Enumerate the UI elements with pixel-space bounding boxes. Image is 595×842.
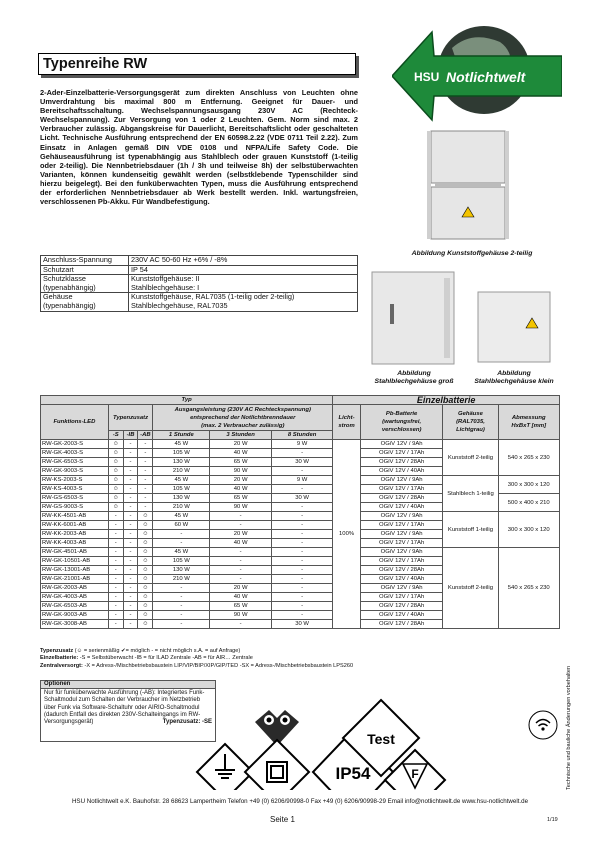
- battery-cell: OGiV 12V / 9Ah: [360, 476, 443, 485]
- power-8h-cell: -: [271, 512, 332, 521]
- power-8h-cell: -: [271, 521, 332, 530]
- power-1h-cell: 105 W: [153, 485, 210, 494]
- legend-line: [40, 648, 560, 655]
- battery-cell: OGiV 12V / 40Ah: [360, 611, 443, 620]
- power-8h-cell: -: [271, 449, 332, 458]
- battery-cell: OGiV 12V / 40Ah: [360, 575, 443, 584]
- suffix-ib-cell: -: [123, 557, 138, 566]
- power-1h-cell: 130 W: [153, 566, 210, 575]
- power-8h-cell: -: [271, 575, 332, 584]
- power-8h-cell: -: [271, 557, 332, 566]
- suffix-ab-cell: ☺: [138, 539, 153, 548]
- power-3h-cell: 65 W: [210, 494, 271, 503]
- spec-row: [41, 293, 358, 311]
- battery-cell: OGiV 12V / 28Ah: [360, 458, 443, 467]
- suffix-ib-cell: -: [123, 611, 138, 620]
- suffix-ab-cell: -: [138, 449, 153, 458]
- legend-line: [40, 655, 560, 662]
- power-8h-cell: -: [271, 593, 332, 602]
- dimension-cell: 540 x 265 x 230: [498, 548, 560, 629]
- suffix-ib-cell: -: [123, 440, 138, 449]
- table-row: [41, 548, 560, 557]
- test-label: Test: [367, 731, 395, 747]
- legend-text: (☺ = serienmäßig ✔= möglich - = nicht möglich s.A. = auf Anfrage): [74, 648, 241, 654]
- power-1h-cell: 105 W: [153, 557, 210, 566]
- power-3h-cell: 90 W: [210, 503, 271, 512]
- options-body: [41, 689, 215, 727]
- spec-row: [41, 256, 358, 266]
- suffix-s-cell: -: [108, 566, 123, 575]
- power-8h-cell: -: [271, 548, 332, 557]
- header-abmessung: Abmessung HxBxT [mm]: [498, 405, 560, 440]
- type-name-cell: RW-GK-3008-AB: [41, 620, 109, 629]
- power-3h-cell: 40 W: [210, 485, 271, 494]
- power-1h-cell: 105 W: [153, 449, 210, 458]
- power-3h-cell: -: [210, 575, 271, 584]
- sub-header-ab: -AB: [138, 431, 153, 440]
- dimension-cell: 500 x 400 x 210: [498, 494, 560, 512]
- power-1h-cell: 60 W: [153, 521, 210, 530]
- sub-header-1h: 1 Stunde: [153, 431, 210, 440]
- hsu-logo: [392, 18, 562, 128]
- legend-label: Typenzusatz: [40, 648, 74, 654]
- suffix-s-cell: ☺: [108, 440, 123, 449]
- suffix-s-cell: ☺: [108, 494, 123, 503]
- battery-cell: OGiV 12V / 9Ah: [360, 530, 443, 539]
- caption-steel-big: Abbildung Stahlblechgehäuse groß: [374, 370, 454, 385]
- power-3h-cell: -: [210, 620, 271, 629]
- suffix-s-cell: -: [108, 521, 123, 530]
- housing-two-part-image: [425, 127, 511, 247]
- product-table: [40, 395, 560, 629]
- power-1h-cell: -: [153, 611, 210, 620]
- type-name-cell: RW-KS-4003-S: [41, 485, 109, 494]
- spec-value: Kunststoffgehäuse: II Stahlblechgehäuse: I: [129, 275, 358, 293]
- suffix-s-cell: -: [108, 539, 123, 548]
- spec-key: Schutzart: [41, 265, 129, 275]
- options-text: Nur für funküberwachte Ausführung (-AB): Integriertes Funk-Schaltmodul zum Schalten der Verbraucher im Netzbetrieb über Funk via Software-Schaltuhr oder AIRIO-Schaltmodul (dadurch Entfall des direkten 230V-Schalteingangs im RW-Versorgungsgerät): [44, 690, 205, 726]
- wireless-icon: [528, 710, 558, 740]
- suffix-ab-cell: ☺: [138, 557, 153, 566]
- caption-two-part: Abbildung Kunststoffgehäuse 2-teilig: [411, 250, 533, 257]
- battery-cell: OGiV 12V / 40Ah: [360, 467, 443, 476]
- type-name-cell: RW-GK-10501-AB: [41, 557, 109, 566]
- table-row: [41, 440, 560, 449]
- suffix-s-cell: ☺: [108, 467, 123, 476]
- battery-cell: OGiV 12V / 17Ah: [360, 521, 443, 530]
- legend-line: [40, 663, 560, 670]
- power-3h-cell: 65 W: [210, 458, 271, 467]
- f-label: F: [411, 767, 419, 781]
- suffix-ab-cell: -: [138, 476, 153, 485]
- suffix-s-cell: -: [108, 602, 123, 611]
- legend: [40, 648, 560, 670]
- legend-label: Einzelbatterie:: [40, 655, 79, 662]
- power-1h-cell: -: [153, 593, 210, 602]
- battery-cell: OGiV 12V / 28Ah: [360, 602, 443, 611]
- dimension-cell: 300 x 300 x 120: [498, 476, 560, 494]
- power-8h-cell: -: [271, 485, 332, 494]
- power-1h-cell: -: [153, 539, 210, 548]
- suffix-ib-cell: -: [123, 566, 138, 575]
- suffix-s-cell: ☺: [108, 458, 123, 467]
- suffix-ab-cell: -: [138, 485, 153, 494]
- suffix-s-cell: -: [108, 530, 123, 539]
- power-3h-cell: 20 W: [210, 440, 271, 449]
- type-name-cell: RW-KK-6001-AB: [41, 521, 109, 530]
- battery-cell: OGiV 12V / 17Ah: [360, 539, 443, 548]
- header-funktions-led: Funktions-LED: [41, 405, 109, 440]
- spec-value: Kunststoffgehäuse, RAL7035 (1-teilig oder 2-teilig) Stahlblechgehäuse, RAL7035: [129, 293, 358, 311]
- power-3h-cell: 20 W: [210, 476, 271, 485]
- suffix-ib-cell: -: [123, 620, 138, 629]
- suffix-ab-cell: ☺: [138, 512, 153, 521]
- power-1h-cell: 45 W: [153, 548, 210, 557]
- type-name-cell: RW-KK-4003-AB: [41, 539, 109, 548]
- type-name-cell: RW-GK-6503-S: [41, 458, 109, 467]
- options-suffix: Typenzusatz: -SE: [162, 719, 212, 726]
- suffix-ib-cell: -: [123, 521, 138, 530]
- power-1h-cell: 210 W: [153, 467, 210, 476]
- caption-steel-small: Abbildung Stahlblechgehäuse klein: [474, 370, 554, 385]
- power-8h-cell: -: [271, 539, 332, 548]
- power-1h-cell: -: [153, 530, 210, 539]
- suffix-ab-cell: -: [138, 467, 153, 476]
- spec-value: 230V AC 50-60 Hz +6% / -8%: [129, 256, 358, 266]
- intro-text: 2-Ader-Einzelbatterie-Versorgungsgerät zum direkten Anschluss von Leuchten ohne Umverdrahtung bis maximal 800 m Entfernung. Geeignet für Dauer- und Bereitschaftsschaltung. Wechselspannungsausgang 230V AC (Rechteck-Wechselspannung). Zur Versorgung von 1 oder 2 Leuchten. Gem. Norm sind max. 2 Verbraucher zulässig. Abgangskreise für Dauerlicht, Bereitschaftslicht oder geschalteten Licht. Technische Ausführung entsprechend der EN 60598.2.22 (VDE 0711 Teil 2.22). Zum Einsatz in Anlagen gemäß DIN VDE 0108 und NFPA/Life Safety Code. Die Gehäuseausführung ist typenabhängig aus Stahlblech oder grauen Kunststoff (1-teilig oder 2-teilig). Die Nennbetriebsdauer (1h / 3h und teilweise 8h) der selbstüberwachten Varianten, können kundenseitig gewählt werden (selbstklebende Typenschilder sind hierzu beigelegt). Bei den funküberwachten Typen, muss die Ausführung entsprechend der erforderlichen Nennbetriebsdauer ab Werk bestellt werden. Inkl. wartungsfreien, verschlossenen Pb-Akku. Für Wandbefestigung.: [40, 88, 358, 207]
- suffix-ab-cell: -: [138, 458, 153, 467]
- suffix-ab-cell: ☺: [138, 548, 153, 557]
- type-name-cell: RW-GK-4003-AB: [41, 593, 109, 602]
- power-8h-cell: -: [271, 530, 332, 539]
- type-name-cell: RW-GK-13001-AB: [41, 566, 109, 575]
- power-3h-cell: -: [210, 512, 271, 521]
- spec-row: [41, 275, 358, 293]
- suffix-s-cell: -: [108, 593, 123, 602]
- battery-cell: OGiV 12V / 17Ah: [360, 593, 443, 602]
- power-3h-cell: 40 W: [210, 539, 271, 548]
- suffix-ab-cell: -: [138, 494, 153, 503]
- steel-big-image: [368, 268, 460, 368]
- header-typ: Typ: [41, 396, 333, 405]
- power-1h-cell: -: [153, 584, 210, 593]
- page-title: Typenreihe RW: [38, 53, 356, 75]
- suffix-s-cell: ☺: [108, 485, 123, 494]
- housing-cell: Stahlblech 1-teilig: [443, 476, 498, 512]
- battery-cell: OGiV 12V / 17Ah: [360, 485, 443, 494]
- suffix-ab-cell: ☺: [138, 602, 153, 611]
- spec-row: [41, 265, 358, 275]
- battery-cell: OGiV 12V / 9Ah: [360, 440, 443, 449]
- housing-cell: Kunststoff 1-teilig: [443, 512, 498, 548]
- suffix-ab-cell: ☺: [138, 584, 153, 593]
- power-1h-cell: 45 W: [153, 476, 210, 485]
- type-name-cell: RW-GS-6503-S: [41, 494, 109, 503]
- power-1h-cell: 130 W: [153, 458, 210, 467]
- certification-badges: [195, 690, 455, 790]
- power-8h-cell: -: [271, 566, 332, 575]
- power-8h-cell: -: [271, 584, 332, 593]
- type-name-cell: RW-GK-21001-AB: [41, 575, 109, 584]
- suffix-ab-cell: -: [138, 503, 153, 512]
- suffix-ib-cell: -: [123, 485, 138, 494]
- housing-cell: Kunststoff 2-teilig: [443, 440, 498, 476]
- type-name-cell: RW-KK-4501-AB: [41, 512, 109, 521]
- power-3h-cell: -: [210, 557, 271, 566]
- power-8h-cell: -: [271, 611, 332, 620]
- power-8h-cell: -: [271, 503, 332, 512]
- suffix-ib-cell: -: [123, 512, 138, 521]
- type-name-cell: RW-GK-9003-S: [41, 467, 109, 476]
- vertical-note: Technische und bauliche Änderungen vorbehalten: [566, 665, 572, 790]
- power-1h-cell: 130 W: [153, 494, 210, 503]
- power-8h-cell: 9 W: [271, 440, 332, 449]
- battery-cell: OGiV 12V / 28Ah: [360, 566, 443, 575]
- footer-address: HSU Notlichtwelt e.K. Bauhofstr. 28 68623 Lampertheim Telefon +49 (0) 6206/90998-0 Fax +49 (0) 6206/90998-29 Email info@notlichtwelt.de www.hsu-notlichtwelt.de: [71, 798, 529, 805]
- sub-header-ib: -IB: [123, 431, 138, 440]
- header-gehaeuse: Gehäuse (RAL7035, Lichtgrau): [443, 405, 498, 440]
- power-8h-cell: -: [271, 602, 332, 611]
- housing-cell: Kunststoff 2-teilig: [443, 548, 498, 629]
- type-name-cell: RW-GK-2003-AB: [41, 584, 109, 593]
- suffix-ib-cell: -: [123, 530, 138, 539]
- suffix-ab-cell: -: [138, 440, 153, 449]
- header-pb: Pb-Batterie (wartungsfrei, verschlossen): [360, 405, 443, 440]
- type-name-cell: RW-KK-2003-AB: [41, 530, 109, 539]
- suffix-s-cell: -: [108, 611, 123, 620]
- header-einzelbatterie: Einzelbatterie: [333, 396, 560, 405]
- type-name-cell: RW-KS-2003-S: [41, 476, 109, 485]
- power-1h-cell: 210 W: [153, 503, 210, 512]
- page-label: Seite 1: [270, 815, 295, 824]
- battery-cell: OGiV 12V / 28Ah: [360, 494, 443, 503]
- suffix-ib-cell: -: [123, 584, 138, 593]
- suffix-ib-cell: -: [123, 593, 138, 602]
- suffix-ib-cell: -: [123, 575, 138, 584]
- power-1h-cell: 45 W: [153, 440, 210, 449]
- power-1h-cell: 210 W: [153, 575, 210, 584]
- power-8h-cell: 30 W: [271, 458, 332, 467]
- power-3h-cell: 65 W: [210, 602, 271, 611]
- type-name-cell: RW-GK-4501-AB: [41, 548, 109, 557]
- suffix-ab-cell: ☺: [138, 521, 153, 530]
- options-header: Optionen: [41, 681, 215, 689]
- suffix-ib-cell: -: [123, 494, 138, 503]
- suffix-ib-cell: -: [123, 476, 138, 485]
- suffix-s-cell: -: [108, 512, 123, 521]
- header-lichtstrom: Licht- strom: [333, 405, 361, 440]
- power-3h-cell: -: [210, 566, 271, 575]
- logo-text: HSU: [414, 70, 440, 84]
- power-1h-cell: -: [153, 620, 210, 629]
- power-8h-cell: 9 W: [271, 476, 332, 485]
- spec-table: [40, 255, 358, 312]
- power-3h-cell: -: [210, 548, 271, 557]
- power-3h-cell: 40 W: [210, 449, 271, 458]
- power-8h-cell: 30 W: [271, 494, 332, 503]
- suffix-ib-cell: -: [123, 458, 138, 467]
- battery-cell: OGiV 12V / 9Ah: [360, 548, 443, 557]
- ip54-label: IP54: [335, 764, 371, 783]
- suffix-s-cell: ☺: [108, 449, 123, 458]
- suffix-s-cell: -: [108, 557, 123, 566]
- svg-text:Notlichtwelt: Notlichtwelt: [446, 69, 526, 85]
- battery-cell: OGiV 12V / 9Ah: [360, 512, 443, 521]
- suffix-ib-cell: -: [123, 503, 138, 512]
- power-1h-cell: 45 W: [153, 512, 210, 521]
- power-3h-cell: 90 W: [210, 611, 271, 620]
- spec-key: Gehäuse (typenabhängig): [41, 293, 129, 311]
- dimension-cell: 300 x 300 x 120: [498, 512, 560, 548]
- suffix-s-cell: -: [108, 584, 123, 593]
- suffix-s-cell: ☺: [108, 476, 123, 485]
- suffix-s-cell: -: [108, 548, 123, 557]
- spec-key: Schutzklasse (typenabhängig): [41, 275, 129, 293]
- battery-cell: OGiV 12V / 17Ah: [360, 557, 443, 566]
- page-number: 1/19: [547, 817, 558, 823]
- sub-header-3h: 3 Stunden: [210, 431, 271, 440]
- options-box: [40, 680, 216, 742]
- battery-cell: OGiV 12V / 17Ah: [360, 449, 443, 458]
- suffix-ib-cell: -: [123, 467, 138, 476]
- power-3h-cell: 20 W: [210, 584, 271, 593]
- table-row: [41, 512, 560, 521]
- type-name-cell: RW-GK-6503-AB: [41, 602, 109, 611]
- suffix-ab-cell: ☺: [138, 611, 153, 620]
- power-3h-cell: 20 W: [210, 530, 271, 539]
- steel-small-image: [474, 288, 554, 366]
- battery-cell: OGiV 12V / 28Ah: [360, 620, 443, 629]
- suffix-s-cell: -: [108, 620, 123, 629]
- legend-text: -X = Adress-/Mischbetriebsbaustein LIP/VIP/BIP/XIP/GIP/TED -SX = Adress-/Mischbetriebsbaustein LPS260: [84, 662, 354, 669]
- suffix-s-cell: -: [108, 575, 123, 584]
- suffix-ab-cell: ☺: [138, 620, 153, 629]
- suffix-ib-cell: -: [123, 548, 138, 557]
- legend-label: Zentralversorgt:: [40, 662, 83, 669]
- type-name-cell: RW-GK-9003-AB: [41, 611, 109, 620]
- suffix-ib-cell: -: [123, 602, 138, 611]
- table-row: [41, 476, 560, 485]
- power-3h-cell: -: [210, 521, 271, 530]
- dimension-cell: 540 x 265 x 230: [498, 440, 560, 476]
- power-1h-cell: -: [153, 602, 210, 611]
- suffix-ib-cell: -: [123, 449, 138, 458]
- legend-text: -S = Selbstüberwacht -IB = für ILAD Zentrale -AB = für AIR… Zentrale: [79, 655, 253, 662]
- sub-header-s: -S: [108, 431, 123, 440]
- suffix-ab-cell: ☺: [138, 566, 153, 575]
- spec-key: Anschluss-Spannung: [41, 256, 129, 266]
- power-3h-cell: 90 W: [210, 467, 271, 476]
- power-8h-cell: -: [271, 467, 332, 476]
- suffix-ab-cell: ☺: [138, 593, 153, 602]
- suffix-ab-cell: ☺: [138, 575, 153, 584]
- type-name-cell: RW-GK-4003-S: [41, 449, 109, 458]
- power-8h-cell: 30 W: [271, 620, 332, 629]
- header-typenzusatz: Typenzusatz: [108, 405, 152, 431]
- header-ausgang: Ausgangsleistung (230V AC Rechteckspannung) entsprechend der Notlichtbrenndauer (max. 2 Verbraucher zulässig): [153, 405, 333, 431]
- lichtstrom-cell: 100%: [333, 440, 361, 629]
- type-name-cell: RW-GK-2003-S: [41, 440, 109, 449]
- suffix-ib-cell: -: [123, 539, 138, 548]
- power-3h-cell: 40 W: [210, 593, 271, 602]
- suffix-s-cell: ☺: [108, 503, 123, 512]
- type-name-cell: RW-GS-9003-S: [41, 503, 109, 512]
- suffix-ab-cell: ☺: [138, 530, 153, 539]
- battery-cell: OGiV 12V / 9Ah: [360, 584, 443, 593]
- battery-cell: OGiV 12V / 40Ah: [360, 503, 443, 512]
- sub-header-8h: 8 Stunden: [271, 431, 332, 440]
- spec-value: IP 54: [129, 265, 358, 275]
